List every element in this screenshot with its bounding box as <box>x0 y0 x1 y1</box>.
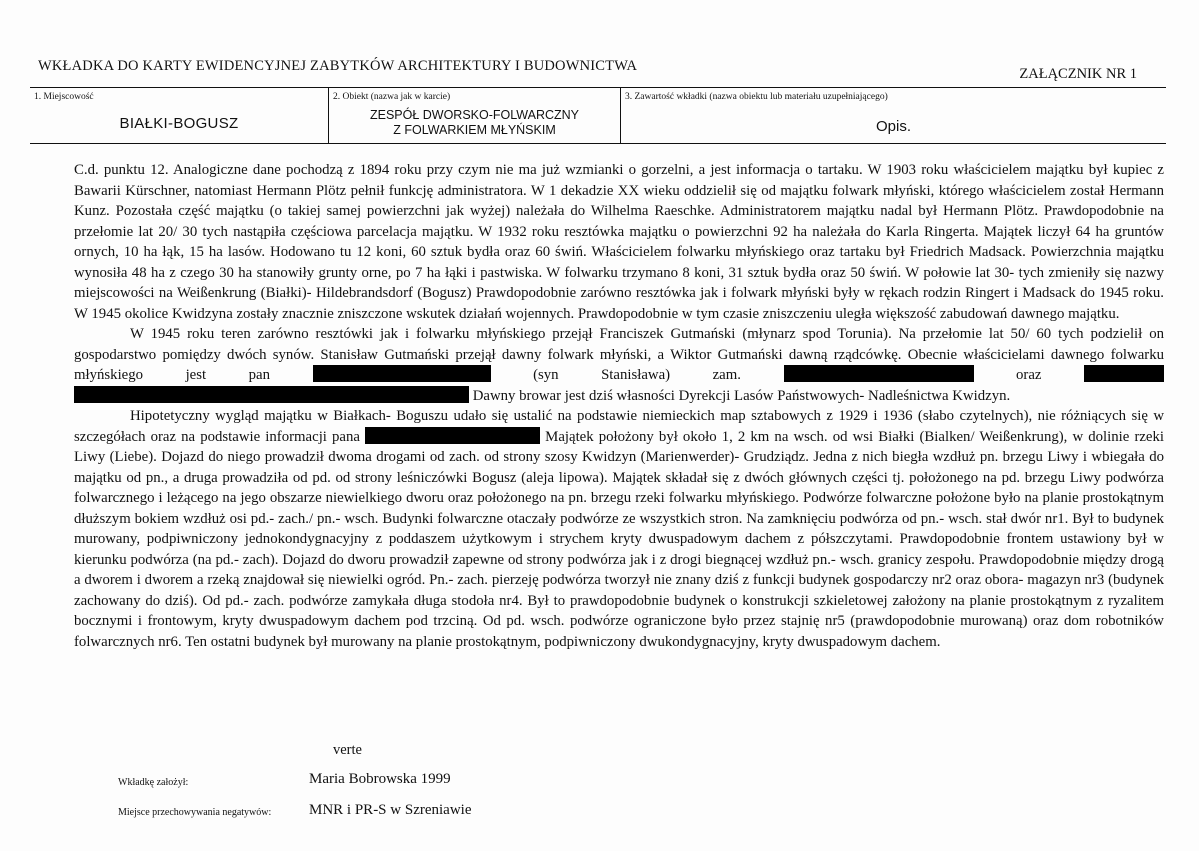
content-cell <box>620 88 1166 143</box>
content-value: Opis. <box>875 118 911 135</box>
object-label: 2. Obiekt (nazwa jak w karcie) <box>333 92 451 102</box>
redaction-box <box>365 427 540 444</box>
redaction-box <box>1084 365 1164 382</box>
author-value: Maria Bobrowska 1999 <box>309 771 451 787</box>
object-value-line-1: ZESPÓŁ DWORSKO-FOLWARCZNY <box>369 108 580 122</box>
annex-number: ZAŁĄCZNIK NR 1 <box>1019 66 1137 82</box>
paragraph-layout <box>74 406 1164 652</box>
object-cell <box>328 88 620 143</box>
content-label: 3. Zawartość wkładki (nazwa obiektu lub materiału uzupełniającego) <box>625 92 888 102</box>
redaction-box <box>74 386 469 403</box>
redaction-box <box>313 365 491 382</box>
paragraph-owners <box>74 324 1164 406</box>
paragraph-owners-text-1: W 1945 roku teren zarówno resztówki jak i folwarku młyńskiego przejął Franciszek Gutmański (młynarz spod Torunia). Na przełomie lat 50/ 60 tych podzielił on gospodarstwo pomiędzy dwóch synów. Stanisław Gutmański przejął dawny folwark młyński, a Wiktor Gutmański dawną rządcówkę. Obecnie właścicielami dawnego folwarku młyńskiego jest pan <box>74 326 1164 383</box>
document-title: WKŁADKA DO KARTY EWIDENCYJNEJ ZABYTKÓW ARCHITEKTURY I BUDOWNICTWA <box>38 58 638 74</box>
storage-value: MNR i PR-S w Szreniawie <box>309 802 472 818</box>
redaction-box <box>784 365 974 382</box>
paragraph-layout-text-2: Majątek położony był około 1, 2 km na wsch. od wsi Białki (Bialken/ Weißenkrung), w dolinie rzeki Liwy (Liebe). Dojazd do niego prowadził dwoma drogami od zach. od strony szosy Kwidzyn (Marienwerder)- Grudziądz. Jedna z nich biegła wzdłuż pn. brzegu Liwy i wbiegała do majątku od pn., a druga prowadziła od pd. od strony leśniczówki Bogusz (aleja lipowa). Majątek składał się z dwóch głównych części tj. położonego na pd. brzegu Liwy podwórza folwarcznego i leżącego na jego obszarze niewielkiego dworu oraz położonego na pn. brzegu rzeki folwarku młyńskiego. Podwórze folwarczne położone było na planie prostokątnym dłuższym bokiem wzdłuż osi pd.- zach./ pn.- wsch. Budynki folwarczne otaczały podwórze ze wszystkich stron. Na zamknięciu podwórza od pn.- wsch. stał dwór nr1. Był to budynek murowany, podpiwniczony jednokondygnacyjny z poddaszem użytkowym i strychem kryty dwuspadowym dachem z półszczytami. Prawdopodobnie frontem ustawiony był w kierunku podwórza (na pd.- zach). Dojazd do dworu prowadził zapewne od strony podwórza jak i z drogi biegnącej wzdłuż pn.- wsch. granicy zespołu. Prawdopodobnie między drogą a dworem i dworem a rzeką znajdował się niewielki ogród. Pn.- zach. pierzeję podwórza tworzył nie znany dziś z funkcji budynek gospodarczy nr2 oraz obora- magazyn nr3 (budynek zachowany do dziś). Od pd.- zach. podwórze zamykała długa stodoła nr4. Był to prawdopodobnie budynek o konstrukcji szkieletowej założony na planie prostokątnym z ryzalitem bocznymi i frontowym, kryty dwuspadowym dachem pod trzciną. Od pd. wsch. podwórze ograniczone było przez stajnię nr5 (prawdopodobnie murowaną) oraz dom robotników folwarcznych nr6. Ten ostatni budynek był murowany na planie prostokątnym, podpiwniczony dwukondygnacyjny, kryty dwuspadowym dachem. <box>74 428 1165 650</box>
place-cell <box>30 88 328 143</box>
description-body <box>74 160 1164 652</box>
header-table <box>30 87 1166 144</box>
storage-label: Miejsce przechowywania negatywów: <box>118 807 272 818</box>
object-value-line-2: Z FOLWARKIEM MŁYŃSKIM <box>393 123 556 137</box>
author-label: Wkładkę założył: <box>118 777 189 788</box>
paragraph-owners-text-2: (syn Stanisława) zam. <box>533 367 741 383</box>
paragraph-owners-text-4: Dawny browar jest dziś własności Dyrekcji Lasów Państwowych- Nadleśnictwa Kwidzyn. <box>472 387 1011 404</box>
object-value <box>329 108 620 138</box>
place-value: BIAŁKI-BOGUSZ <box>119 115 239 132</box>
paragraph-history: C.d. punktu 12. Analogiczne dane pochodzą z 1894 roku przy czym nie ma już wzmianki o gorzelni, a jest informacja o tartaku. W 1903 roku właścicielem majątku był kupiec z Bawarii Kürschner, natomiast Hermann Plötz pełnił funkcję administratora. W 1 dekadzie XX wieku oddzielił się od majątku folwark młyński, którego właścicielem został Hermann Kunz. Pozostała część majątku (o takiej samej powierzchni jak wyżej) należała do Wilhelma Raeschke. Administratorem majątku nadal był Hermann Plötz. Prawdopodobnie na przełomie lat 20/ 30 tych nastąpiła częściowa parcelacja majątku. W 1932 roku resztówka majątku o powierzchni 92 ha należała do Karla Ringerta. Majątek liczył 64 ha gruntów ornych, 10 ha łąk, 15 ha lasów. Hodowano tu 12 koni, 60 sztuk bydła oraz 60 świń. Właścicielem folwarku młyńskiego oraz tartaku był Friedrich Madsack. Powierzchnia majątku wynosiła 48 ha z czego 30 ha stanowiły grunty orne, po 7 ha łąki i pastwiska. W folwarku trzymano 8 koni, 31 sztuk bydła oraz 50 świń. W połowie lat 30- tych zmieniły się nazwy miejscowości na Weißenkrung (Białki)- Hildebrandsdorf (Bogusz) Prawdopodobnie zarówno resztówka jak i folwark młyński były w rękach rodzin Ringert i Madsack do 1945 roku. W 1945 okolice Kwidzyna zostały znacznie zniszczone wskutek działań wojennych. Prawdopodobnie w tym czasie zniszczeniu uległa większość zabudowań dawnego majątku. <box>74 162 1164 322</box>
paragraph-layout-text-1: Hipotetyczny wygląd majątku w Białkach- Boguszu udało się ustalić na podstawie niemieckich map sztabowych z 1929 i 1936 (słabo czytelnych), nie różniących się w szczegółach oraz na podstawie informacji pana <box>74 408 1164 445</box>
verte-note: verte <box>333 742 362 758</box>
place-label: 1. Miejscowość <box>34 92 94 102</box>
paragraph-owners-text-3: oraz <box>1016 367 1042 383</box>
